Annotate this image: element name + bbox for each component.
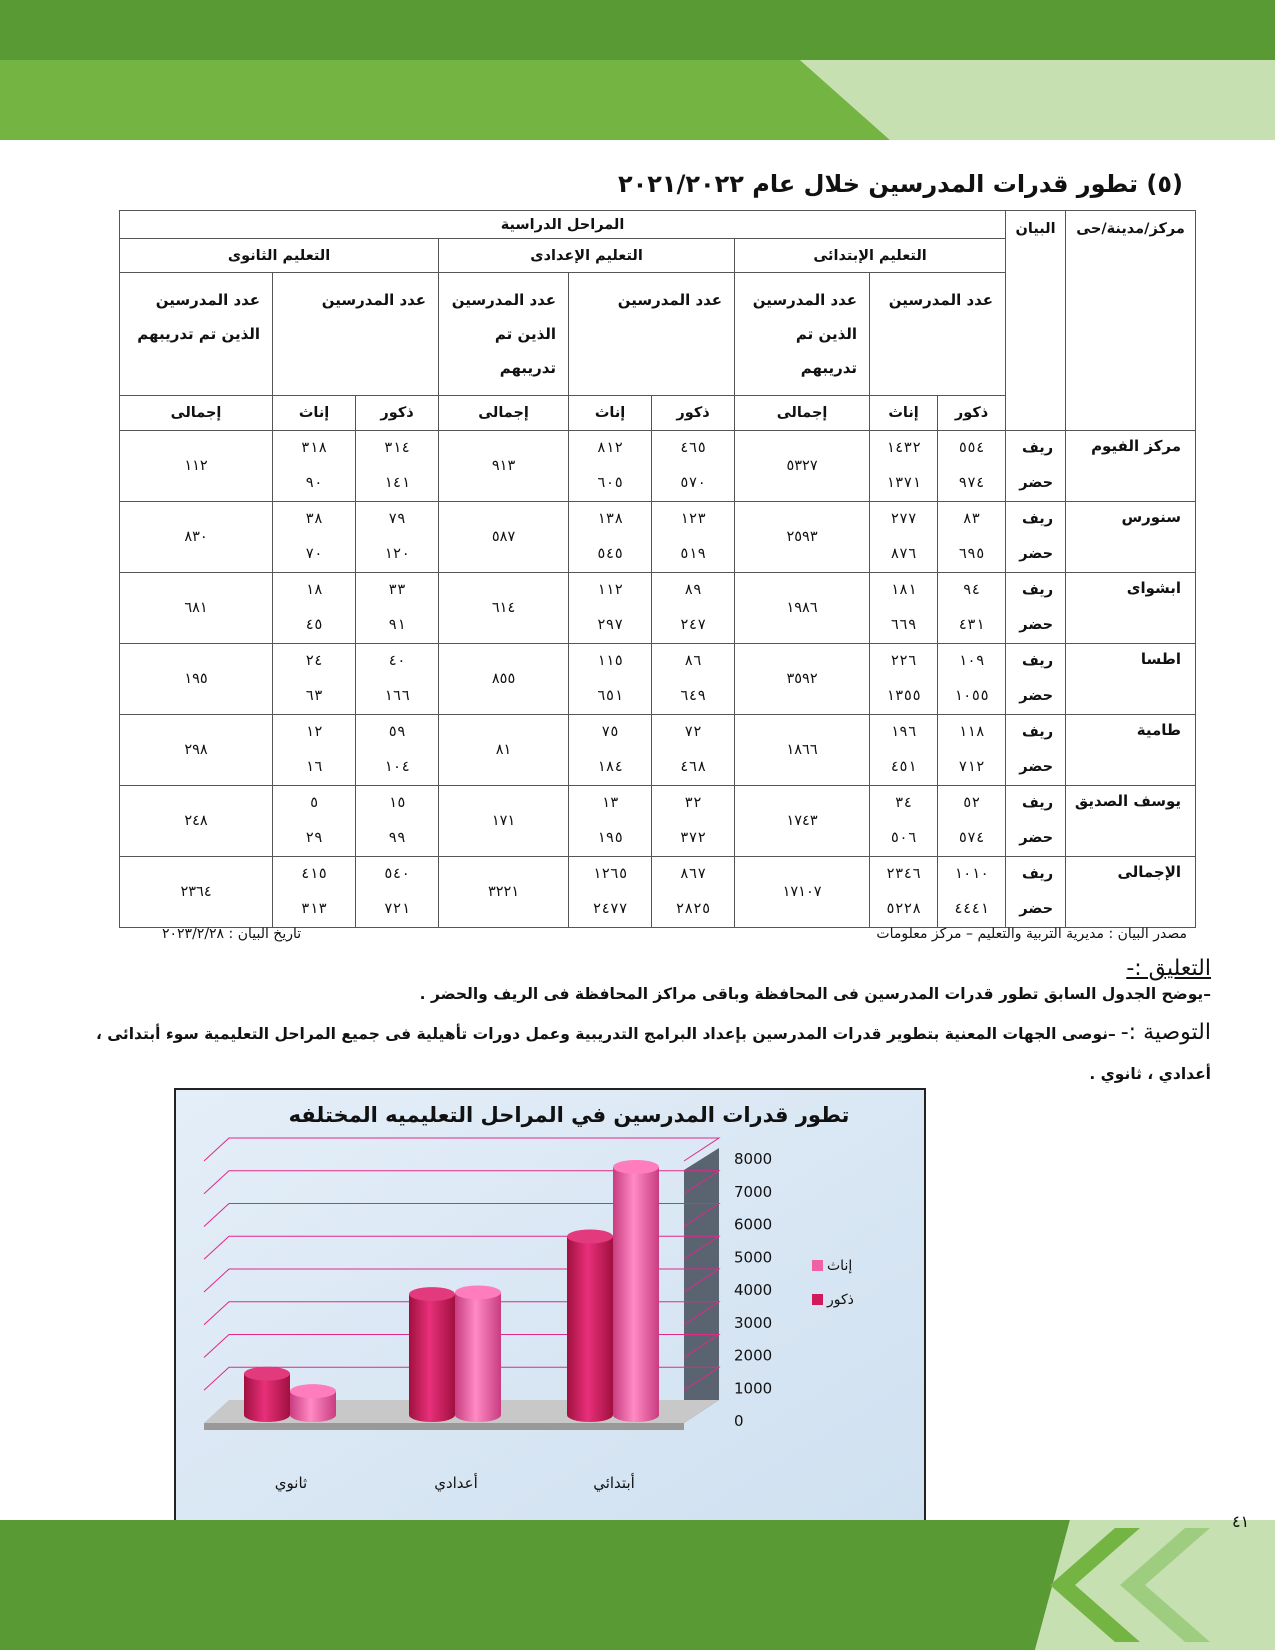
header-prep: التعليم الإعدادى bbox=[439, 239, 735, 273]
cell-pair bbox=[356, 644, 439, 715]
cell-rural: ٣٨ bbox=[305, 511, 323, 527]
cell-urban: ٢٤٧٧ bbox=[592, 901, 628, 917]
header-male: ذكور bbox=[652, 396, 735, 431]
row-place: ابشواى bbox=[1066, 573, 1196, 644]
header-secondary-trained: عدد المدرسين الذين تم تدريبهم bbox=[120, 273, 273, 396]
rural-label: ريف bbox=[1022, 866, 1054, 882]
cell-urban: ٧٠ bbox=[305, 546, 323, 562]
cell-urban: ٩٠ bbox=[305, 475, 323, 491]
header-total: إجمالى bbox=[735, 396, 870, 431]
cell-urban: ٦٣ bbox=[305, 688, 323, 704]
cell-pair bbox=[870, 715, 938, 786]
cell-pair bbox=[356, 573, 439, 644]
cell-urban: ١٦ bbox=[305, 759, 323, 775]
cell-rural: ٤٦٥ bbox=[679, 440, 707, 456]
row-area bbox=[1006, 715, 1066, 786]
cell-pair bbox=[938, 431, 1006, 502]
header-total: إجمالى bbox=[439, 396, 569, 431]
cell-pair bbox=[273, 431, 356, 502]
cell-urban: ٥٢٢٨ bbox=[886, 901, 922, 917]
cell-pair bbox=[273, 573, 356, 644]
urban-label: حضر bbox=[1019, 759, 1054, 775]
cell-rural: ٧٥ bbox=[601, 724, 619, 740]
cell-pair bbox=[273, 786, 356, 857]
cell-pair bbox=[569, 715, 652, 786]
urban-label: حضر bbox=[1019, 475, 1054, 491]
cell-urban: ٤٦٨ bbox=[679, 759, 707, 775]
cell-urban: ٧٢١ bbox=[383, 901, 411, 917]
rural-label: ريف bbox=[1022, 582, 1054, 598]
cell-pair bbox=[569, 431, 652, 502]
urban-label: حضر bbox=[1019, 901, 1054, 917]
row-area bbox=[1006, 786, 1066, 857]
cell-rural: ٢٣٤٦ bbox=[886, 866, 922, 882]
data-source: مصدر البيان : مديرية التربية والتعليم – مركز معلومات bbox=[876, 926, 1187, 942]
y-tick-label: 1000 bbox=[734, 1379, 773, 1398]
cell-urban: ١٣٥٥ bbox=[886, 688, 922, 704]
cell-total: ٨١ bbox=[439, 715, 569, 786]
cell-urban: ٦٥١ bbox=[596, 688, 624, 704]
cell-pair bbox=[652, 857, 735, 928]
cell-total: ٦١٤ bbox=[439, 573, 569, 644]
cell-pair bbox=[569, 786, 652, 857]
cell-pair bbox=[356, 431, 439, 502]
cell-pair bbox=[273, 715, 356, 786]
comment-text: –يوضح الجدول السابق تطور قدرات المدرسين فى المحافظة وباقى مراكز المحافظة فى الريف والحضر . bbox=[419, 985, 1211, 1003]
cell-rural: ١٥ bbox=[388, 795, 406, 811]
cell-pair bbox=[356, 502, 439, 573]
cell-rural: ١٠٩ bbox=[958, 653, 985, 669]
cell-urban: ٥١٩ bbox=[679, 546, 707, 562]
y-tick-label: 3000 bbox=[734, 1313, 773, 1332]
cell-pair bbox=[356, 857, 439, 928]
cell-pair bbox=[273, 502, 356, 573]
header-prep-count: عدد المدرسين bbox=[569, 273, 735, 396]
cell-urban: ١٦٦ bbox=[383, 688, 411, 704]
cell-pair bbox=[938, 502, 1006, 573]
cell-rural: ١١٢ bbox=[596, 582, 624, 598]
bar-cap bbox=[244, 1367, 290, 1381]
cell-rural: ٥٢ bbox=[962, 795, 981, 811]
row-area bbox=[1006, 644, 1066, 715]
cell-pair bbox=[569, 573, 652, 644]
cell-pair bbox=[870, 431, 938, 502]
cell-rural: ٥٥٤ bbox=[958, 440, 985, 456]
footer-banner bbox=[0, 1508, 1275, 1650]
cell-urban: ٦٦٩ bbox=[890, 617, 917, 633]
x-tick-label: أبتدائي bbox=[593, 1474, 635, 1492]
cell-total: ٥٨٧ bbox=[439, 502, 569, 573]
bar-female-2 bbox=[613, 1167, 659, 1422]
cell-rural: ٨٩ bbox=[684, 582, 702, 598]
cell-pair bbox=[938, 644, 1006, 715]
urban-label: حضر bbox=[1019, 546, 1054, 562]
cell-pair bbox=[938, 786, 1006, 857]
row-area bbox=[1006, 573, 1066, 644]
rural-label: ريف bbox=[1022, 653, 1054, 669]
cell-pair bbox=[569, 857, 652, 928]
cell-total: ٣٥٩٢ bbox=[735, 644, 870, 715]
cell-total: ٢٣٦٤ bbox=[120, 857, 273, 928]
cell-urban: ١٨٤ bbox=[596, 759, 624, 775]
bar-cap bbox=[409, 1287, 455, 1301]
header-female: إناث bbox=[870, 396, 938, 431]
cell-total: ١٩٥ bbox=[120, 644, 273, 715]
cell-pair bbox=[652, 502, 735, 573]
row-area bbox=[1006, 431, 1066, 502]
table-row bbox=[120, 431, 1196, 502]
cell-rural: ٤٠ bbox=[388, 653, 406, 669]
row-place: اطسا bbox=[1066, 644, 1196, 715]
cell-rural: ١١٥ bbox=[596, 653, 624, 669]
bar-female-1 bbox=[455, 1292, 501, 1422]
cell-rural: ١٨١ bbox=[890, 582, 917, 598]
cell-pair bbox=[273, 644, 356, 715]
cell-rural: ١١٨ bbox=[958, 724, 985, 740]
bar-cap bbox=[567, 1229, 613, 1243]
header-primary-trained: عدد المدرسين الذين تم تدريبهم bbox=[735, 273, 870, 396]
cell-total: ١٧٤٣ bbox=[735, 786, 870, 857]
cell-total: ٢٥٩٣ bbox=[735, 502, 870, 573]
chart-title: تطور قدرات المدرسين في المراحل التعليميه المختلفه bbox=[288, 1103, 850, 1127]
cell-rural: ١٢ bbox=[305, 724, 323, 740]
cell-urban: ٤٣١ bbox=[958, 617, 985, 633]
page-title: (٥) تطور قدرات المدرسين خلال عام ٢٠٢١/٢٠٢٢ bbox=[617, 170, 1183, 198]
cell-rural: ٨٦٧ bbox=[679, 866, 707, 882]
cell-rural: ٧٩ bbox=[388, 511, 406, 527]
cell-pair bbox=[652, 786, 735, 857]
y-tick-label: 6000 bbox=[734, 1215, 773, 1234]
cell-pair bbox=[652, 715, 735, 786]
urban-label: حضر bbox=[1019, 688, 1054, 704]
cell-rural: ٢٤ bbox=[305, 653, 323, 669]
header-secondary: التعليم الثانوى bbox=[120, 239, 439, 273]
row-area bbox=[1006, 857, 1066, 928]
bar-cap bbox=[613, 1160, 659, 1174]
y-tick-label: 7000 bbox=[734, 1182, 773, 1201]
teachers-table bbox=[119, 210, 1196, 928]
x-tick-label: أعدادي bbox=[434, 1474, 478, 1492]
header-place: مركز/مدينة/حى bbox=[1066, 211, 1196, 431]
legend-male-swatch bbox=[812, 1294, 823, 1305]
cell-total: ٥٣٢٧ bbox=[735, 431, 870, 502]
cell-total: ١١٢ bbox=[120, 431, 273, 502]
cell-rural: ٣١٤ bbox=[383, 440, 411, 456]
cell-rural: ٧٢ bbox=[684, 724, 702, 740]
comment-label: التعليق :- bbox=[1126, 956, 1211, 981]
cell-total: ١٧١٠٧ bbox=[735, 857, 870, 928]
row-place: سنورس bbox=[1066, 502, 1196, 573]
rural-label: ريف bbox=[1022, 724, 1054, 740]
table-row bbox=[120, 502, 1196, 573]
header-female: إناث bbox=[569, 396, 652, 431]
y-tick-label: 2000 bbox=[734, 1346, 773, 1365]
cell-total: ٨٥٥ bbox=[439, 644, 569, 715]
cell-rural: ٥٩ bbox=[388, 724, 406, 740]
cell-urban: ١٠٥٥ bbox=[954, 688, 990, 704]
cell-urban: ٥٧٤ bbox=[958, 830, 985, 846]
cell-pair bbox=[273, 857, 356, 928]
bar-male-2 bbox=[567, 1236, 613, 1422]
page-number: ٤١ bbox=[1232, 1512, 1250, 1531]
cell-urban: ٣٧٢ bbox=[679, 830, 707, 846]
cell-pair bbox=[356, 786, 439, 857]
cell-urban: ١٩٥ bbox=[596, 830, 624, 846]
cell-rural: ١٢٣ bbox=[679, 511, 707, 527]
header-primary-count: عدد المدرسين bbox=[870, 273, 1006, 396]
cell-rural: ٨٦ bbox=[684, 653, 702, 669]
header-total: إجمالى bbox=[120, 396, 273, 431]
recommendation-label: التوصية :- bbox=[1120, 1020, 1211, 1045]
cell-rural: ١٣٨ bbox=[596, 511, 624, 527]
cell-rural: ٥٤٠ bbox=[383, 866, 411, 882]
cell-rural: ١٩٦ bbox=[890, 724, 917, 740]
data-date: تاريخ البيان : ٢٠٢٣/٢/٢٨ bbox=[162, 926, 302, 942]
cell-urban: ٢٩٧ bbox=[596, 617, 624, 633]
rural-label: ريف bbox=[1022, 795, 1054, 811]
cell-pair bbox=[938, 857, 1006, 928]
cell-total: ١٧١ bbox=[439, 786, 569, 857]
cell-urban: ٩١ bbox=[388, 617, 406, 633]
cell-total: ١٨٦٦ bbox=[735, 715, 870, 786]
cell-urban: ٦٠٥ bbox=[596, 475, 624, 491]
cell-rural: ٣٣ bbox=[388, 582, 406, 598]
cell-rural: ١٢٦٥ bbox=[592, 866, 628, 882]
cell-pair bbox=[356, 715, 439, 786]
legend-female-swatch bbox=[812, 1260, 823, 1271]
cell-urban: ٥٤٥ bbox=[596, 546, 624, 562]
cell-pair bbox=[652, 431, 735, 502]
y-tick-label: 4000 bbox=[734, 1281, 773, 1299]
cell-urban: ٤٥ bbox=[305, 617, 323, 633]
cell-urban: ٢٤٧ bbox=[679, 617, 707, 633]
notes-section bbox=[51, 956, 1211, 1094]
cell-urban: ٦٩٥ bbox=[958, 546, 985, 562]
cell-total: ٦٨١ bbox=[120, 573, 273, 644]
cell-pair bbox=[569, 644, 652, 715]
cell-rural: ٢٧٧ bbox=[890, 511, 917, 527]
cell-rural: ١٣ bbox=[601, 795, 619, 811]
cell-rural: ٣٢ bbox=[684, 795, 702, 811]
y-tick-label: 0 bbox=[734, 1412, 744, 1430]
row-place: طامية bbox=[1066, 715, 1196, 786]
header-banner bbox=[0, 0, 1275, 140]
cell-rural: ٨١٢ bbox=[596, 440, 624, 456]
cell-pair bbox=[870, 786, 938, 857]
cell-pair bbox=[870, 573, 938, 644]
cell-urban: ١٠٤ bbox=[383, 759, 411, 775]
cell-rural: ١٤٣٢ bbox=[886, 440, 922, 456]
x-tick-label: ثانوي bbox=[274, 1474, 308, 1492]
cell-rural: ١٠١٠ bbox=[954, 866, 990, 882]
cell-pair bbox=[652, 573, 735, 644]
table-row bbox=[120, 715, 1196, 786]
cell-urban: ٧١٢ bbox=[958, 759, 985, 775]
cell-urban: ١٣٧١ bbox=[886, 475, 922, 491]
table-row bbox=[120, 786, 1196, 857]
cell-total: ٨٣٠ bbox=[120, 502, 273, 573]
stages-chart bbox=[174, 1088, 926, 1546]
row-place: مركز الفيوم bbox=[1066, 431, 1196, 502]
table-row bbox=[120, 857, 1196, 928]
cell-rural: ٩٤ bbox=[962, 582, 981, 598]
cell-total: ٢٤٨ bbox=[120, 786, 273, 857]
cell-urban: ٥٧٠ bbox=[679, 475, 707, 491]
header-primary: التعليم الإبتدائى bbox=[735, 239, 1006, 273]
legend-female: إناث bbox=[827, 1258, 853, 1274]
header-secondary-count: عدد المدرسين bbox=[273, 273, 439, 396]
cell-rural: ٢٢٦ bbox=[890, 653, 917, 669]
cell-rural: ٨٣ bbox=[962, 511, 981, 527]
recommendation-text: –نوصى الجهات المعنية بتطوير قدرات المدرسين بإعداد البرامج التدريبية وعمل دورات تأهيلية فى جميع المراحل التعليمية سوء أبتدائى ، أعدادي ، ثانوي . bbox=[95, 1025, 1211, 1083]
y-tick-label: 5000 bbox=[734, 1248, 773, 1267]
cell-rural: ٣١٨ bbox=[300, 440, 328, 456]
cell-urban: ١٢٠ bbox=[383, 546, 411, 562]
table-row bbox=[120, 573, 1196, 644]
cell-rural: ٣٤ bbox=[894, 795, 913, 811]
cell-rural: ٥ bbox=[309, 795, 319, 811]
cell-urban: ٦٤٩ bbox=[679, 688, 707, 704]
bar-male-1 bbox=[409, 1294, 455, 1422]
cell-urban: ٣١٣ bbox=[300, 901, 328, 917]
cell-urban: ٢٩ bbox=[305, 830, 323, 846]
cell-pair bbox=[870, 857, 938, 928]
y-tick-label: 8000 bbox=[734, 1150, 773, 1168]
cell-urban: ٤٤٤١ bbox=[954, 901, 990, 917]
header-male: ذكور bbox=[356, 396, 439, 431]
cell-pair bbox=[652, 644, 735, 715]
cell-total: ٢٩٨ bbox=[120, 715, 273, 786]
cell-rural: ١٨ bbox=[305, 582, 323, 598]
header-female: إناث bbox=[273, 396, 356, 431]
cell-pair bbox=[870, 502, 938, 573]
cell-rural: ٤١٥ bbox=[300, 866, 328, 882]
table-row bbox=[120, 644, 1196, 715]
header-male: ذكور bbox=[938, 396, 1006, 431]
rural-label: ريف bbox=[1022, 511, 1054, 527]
cell-urban: ٢٨٢٥ bbox=[675, 901, 711, 917]
cell-total: ٩١٣ bbox=[439, 431, 569, 502]
header-statement: البيان bbox=[1006, 211, 1066, 431]
cell-urban: ٩٧٤ bbox=[958, 475, 985, 491]
cell-pair bbox=[938, 573, 1006, 644]
cell-total: ١٩٨٦ bbox=[735, 573, 870, 644]
cell-pair bbox=[569, 502, 652, 573]
cell-urban: ١٤١ bbox=[383, 475, 411, 491]
row-place: يوسف الصديق bbox=[1066, 786, 1196, 857]
row-area bbox=[1006, 502, 1066, 573]
header-prep-trained: عدد المدرسين الذين تم تدريبهم bbox=[439, 273, 569, 396]
rural-label: ريف bbox=[1022, 440, 1054, 456]
bar-male-0 bbox=[244, 1374, 290, 1422]
legend-male: ذكور bbox=[827, 1292, 854, 1308]
cell-pair bbox=[870, 644, 938, 715]
cell-urban: ٨٧٦ bbox=[890, 546, 917, 562]
cell-total: ٣٢٢١ bbox=[439, 857, 569, 928]
row-place: الإجمالى bbox=[1066, 857, 1196, 928]
header-stages: المراحل الدراسية bbox=[120, 211, 1006, 239]
cell-urban: ٥٠٦ bbox=[890, 830, 917, 846]
cell-urban: ٤٥١ bbox=[890, 759, 917, 775]
bar-cap bbox=[290, 1384, 336, 1398]
bar-cap bbox=[455, 1285, 501, 1299]
cell-urban: ٩٩ bbox=[388, 830, 406, 846]
urban-label: حضر bbox=[1019, 617, 1054, 633]
cell-pair bbox=[938, 715, 1006, 786]
urban-label: حضر bbox=[1019, 830, 1054, 846]
